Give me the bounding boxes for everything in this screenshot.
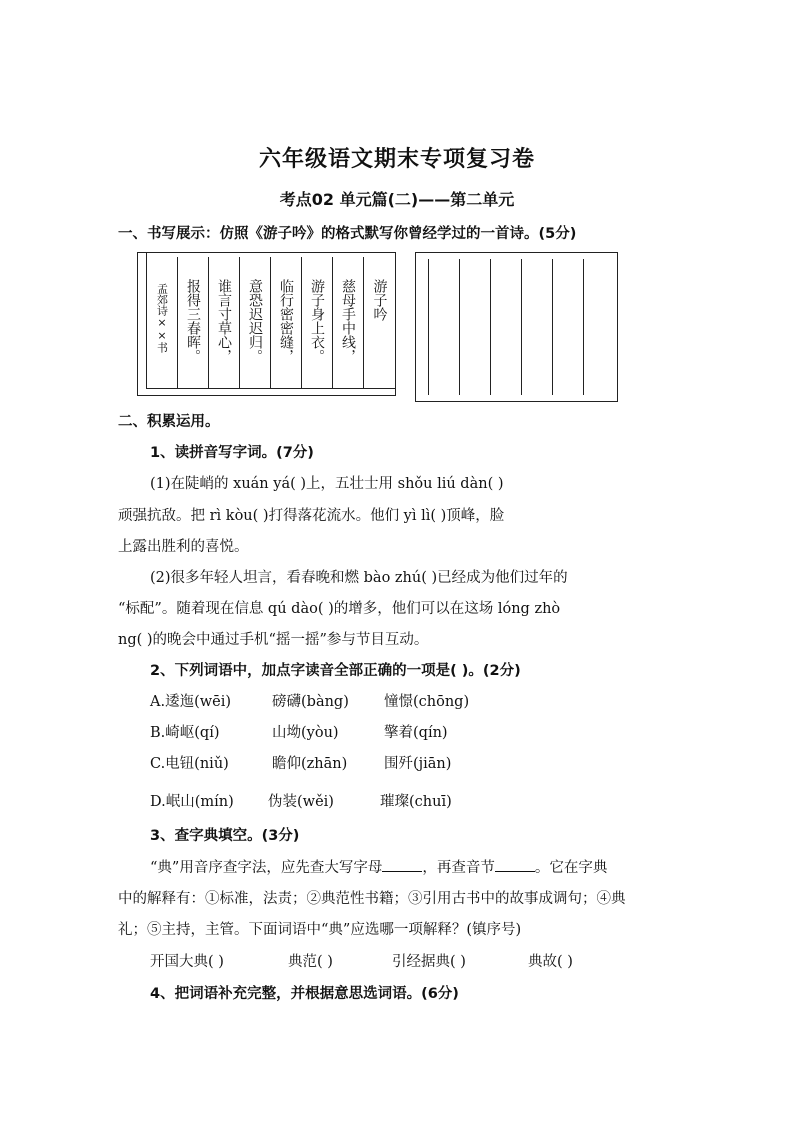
- page-subtitle: 考点02 单元篇(二)——第二单元: [279, 190, 515, 209]
- q1-line: (2)很多年轻人坦言，看春晚和燃 bào zhú( )已经成为他们过年的: [150, 570, 568, 586]
- q2-option-c[interactable]: C.电钮(niǔ): [150, 756, 229, 772]
- q2-option-a-word: 磅礴(bàng): [272, 694, 349, 710]
- q2-option-b-word: 擎着(qín): [384, 725, 448, 741]
- q2-heading: 2、下列词语中，加点字读音全部正确的一项是( )。(2分): [150, 663, 521, 679]
- grid-line: [459, 259, 460, 395]
- q3-item[interactable]: 引经据典( ): [392, 954, 466, 970]
- blank-grid-inner: [428, 259, 617, 395]
- q2-option-a-word: 憧憬(chōng): [384, 694, 470, 710]
- q4-heading: 4、把词语补充完整，并根据意思选词语。(6分): [150, 986, 459, 1002]
- q3-line-3: 礼；⑤主持，主管。下面词语中“典”应选哪一项解释？(镇序号): [118, 922, 522, 938]
- poem-column: 临行密密缝，: [271, 257, 302, 388]
- poem-column: 意恐迟迟归。: [240, 257, 271, 388]
- q3-item[interactable]: 典故( ): [528, 954, 573, 970]
- q3-line-1: “典”用音序查字法，应先查大写字母 ，再查音节 。它在字典: [150, 860, 608, 876]
- q1-line: 上露出胜利的喜悦。: [118, 539, 249, 555]
- q1-line: “标配”。随着现在信息 qú dào( )的增多，他们可以在这场 lóng zhò: [118, 601, 561, 617]
- poem-column: 谁言寸草心，: [209, 257, 240, 388]
- q1-line: 顽强抗敌。把 rì kòu( )打得落花流水。他们 yì lì( )顶峰，脸: [118, 508, 505, 524]
- poem-grid-inner: [146, 253, 395, 389]
- poem-column: 游子身上衣。: [302, 257, 333, 388]
- q2-option-b-word: 山坳(yòu): [272, 725, 339, 741]
- q1-line: (1)在陡峭的 xuán yá( )上，五壮士用 shǒu liú dàn( ): [150, 476, 504, 492]
- poem-column: 孟郊诗××书: [147, 257, 178, 388]
- section2-heading: 二、积累运用。: [118, 414, 220, 430]
- grid-line: [552, 259, 553, 395]
- q2-option-c-word: 围歼(jiān): [384, 756, 452, 772]
- q2-option-c-word: 瞻仰(zhān): [272, 756, 348, 772]
- q3-item[interactable]: 典范( ): [288, 954, 333, 970]
- q2-option-d-word: 璀璨(chuī): [380, 794, 452, 810]
- poem-column: 游子吟: [371, 279, 388, 321]
- grid-line: [490, 259, 491, 395]
- q1-heading: 1、读拼音写字词。(7分): [150, 445, 314, 461]
- grid-line: [583, 259, 584, 395]
- q3-item[interactable]: 开国大典( ): [150, 954, 224, 970]
- poem-column: 报得三春晖。: [178, 257, 209, 388]
- q2-option-a[interactable]: A.逶迤(wēi): [150, 694, 232, 710]
- letter-blank[interactable]: [382, 859, 422, 872]
- example-poem-grid: [137, 252, 396, 396]
- q3-heading: 3、查字典填空。(3分): [150, 828, 300, 844]
- q2-option-d-word: 伪装(wěi): [268, 794, 334, 810]
- q3-line-2: 中的解释有：①标准，法责；②典范性书籍；③引用古书中的故事成调句；④典: [118, 891, 626, 907]
- q2-option-d[interactable]: D.岷山(mín): [150, 794, 234, 810]
- q2-option-b[interactable]: B.崎岖(qí): [150, 725, 220, 741]
- blank-writing-grid[interactable]: [415, 252, 618, 402]
- poem-column: 慈母手中线，: [333, 257, 364, 388]
- syllable-blank[interactable]: [495, 859, 535, 872]
- page-title: 六年级语文期末专项复习卷: [258, 147, 535, 172]
- q1-line: ng( )的晚会中通过手机“摇一摇”参与节目互动。: [118, 632, 429, 648]
- grid-line: [521, 259, 522, 395]
- grid-line: [428, 259, 429, 395]
- section1-heading: 一、书写展示：仿照《游子吟》的格式默写你曾经学过的一首诗。(5分): [118, 226, 577, 242]
